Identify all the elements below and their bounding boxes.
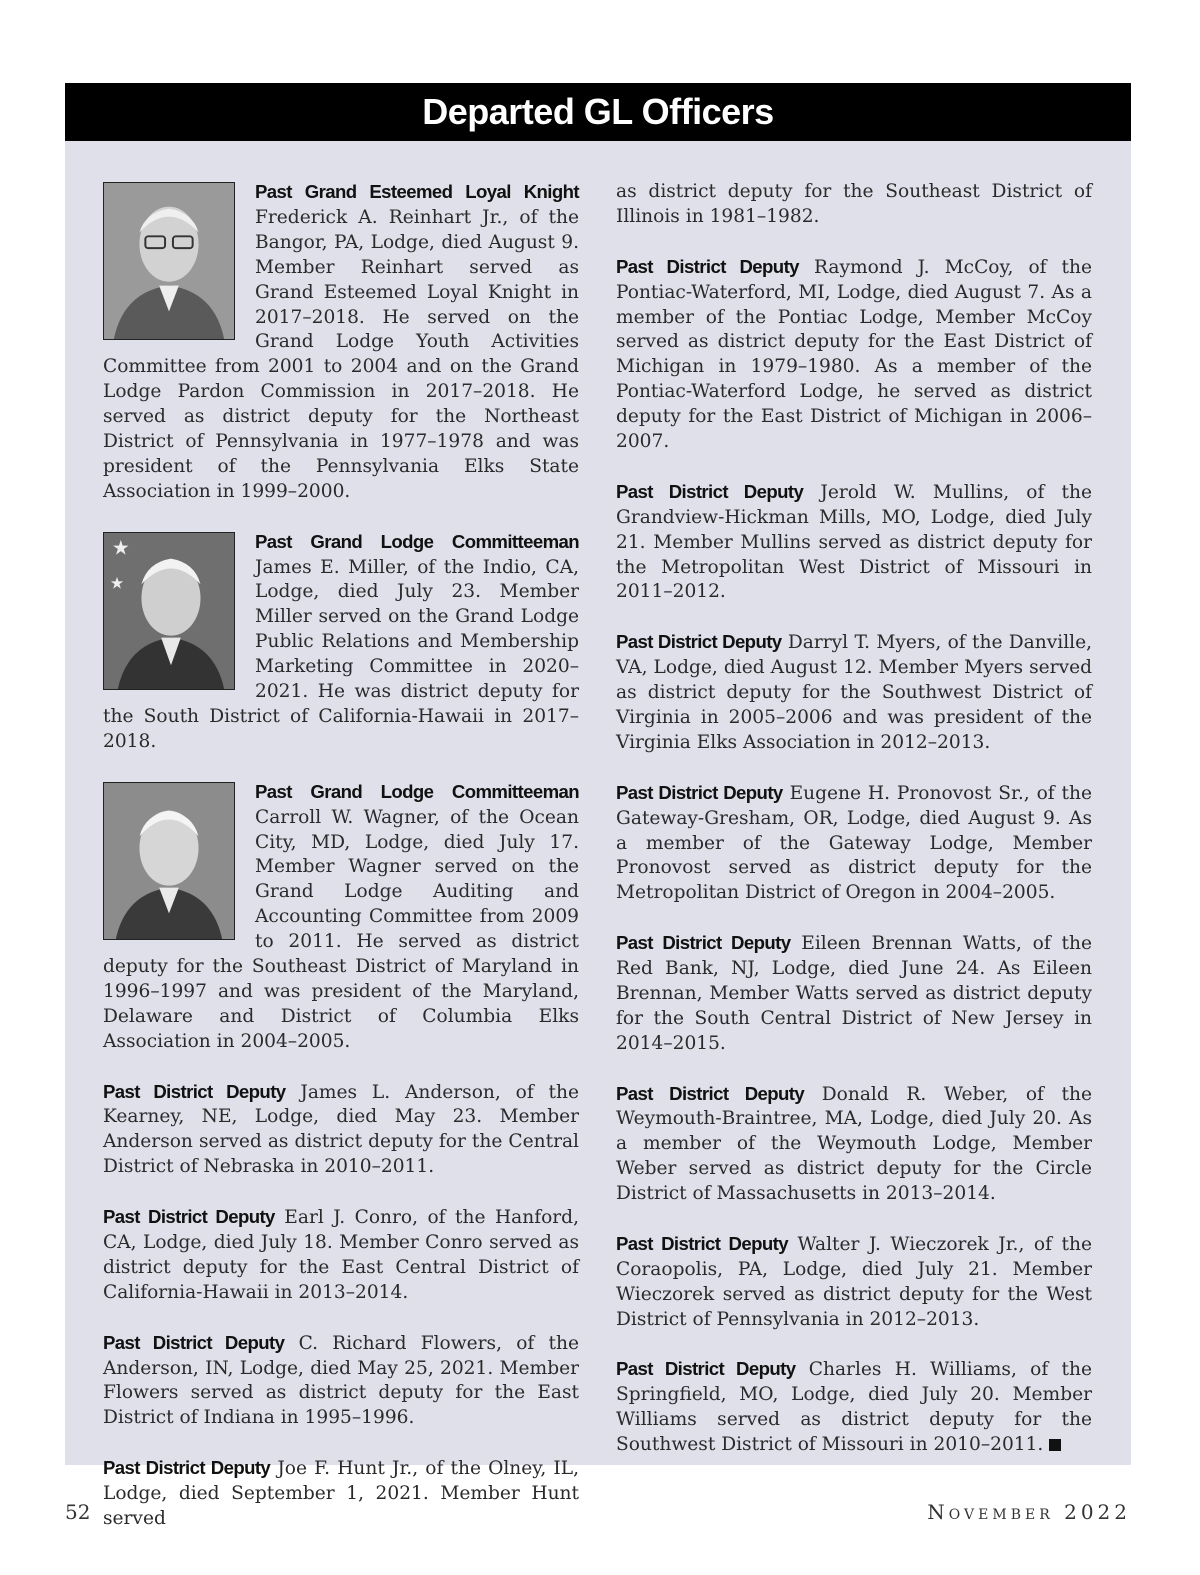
entry-title: Past District Deputy xyxy=(616,480,804,502)
entry-title: Past District Deputy xyxy=(616,932,791,954)
entry-title: Past Grand Lodge Committeeman xyxy=(255,530,579,552)
entry-title: Past Grand Esteemed Loyal Knight xyxy=(255,181,579,202)
obituary-entry xyxy=(616,630,1092,756)
entry-text: Carroll W. Wagner, of the Ocean City, MD, Lodge, died July 17. Member Wagner served on the Grand Lodge Auditing and Accounting Committee from 2009 to 2011. He served as district deputy for the Southeast District of Maryland in 1996–1997 and was president of the Maryland, Delaware and District of Columbia Elks Association in 2004–2005. xyxy=(103,806,579,1052)
entry-text: Eugene H. Pronovost Sr., of the Gateway-Gresham, OR, Lodge, died August 9. As a member of the Gateway Lodge, Member Pronovost served as district deputy for the Metropolitan District of Oregon in 2004–2005. xyxy=(616,782,1092,904)
svg-text:★: ★ xyxy=(111,536,130,560)
entry-text: Joe F. Hunt Jr., of the Olney, IL, Lodge, died September 1, 2021. Member Hunt served xyxy=(103,1458,579,1529)
obituary-entry xyxy=(103,1331,579,1432)
entry-text: James L. Anderson, of the Kearney, NE, Lodge, died May 23. Member Anderson served as district deputy for the Central District of Nebraska in 2010–2011. xyxy=(103,1081,579,1178)
obituary-entry xyxy=(103,530,579,755)
page-number: 52 xyxy=(65,1500,91,1524)
issue-date: November 2022 xyxy=(927,1500,1131,1524)
entry-text: Darryl T. Myers, of the Danville, VA, Lodge, died August 12. Member Myers served as district deputy for the Southwest District of Virginia in 2005–2006 and was president of the Virginia Elks Association in 2012–2013. xyxy=(616,632,1093,753)
obituary-entry xyxy=(103,180,579,505)
svg-text:★: ★ xyxy=(109,572,125,592)
entry-title: Past District Deputy xyxy=(616,1358,796,1380)
obituary-entry xyxy=(616,480,1092,606)
obituary-entry xyxy=(616,781,1092,907)
left-column xyxy=(103,180,579,1557)
entry-title: Past District Deputy xyxy=(103,1080,286,1102)
entry-text: James E. Miller, of the Indio, CA, Lodge, died July 23. Member Miller served on the Grand Lodge Public Relations and Membership Marketing Committee in 2020–2021. He was district deputy for the South District of California-Hawaii in 2017–2018. xyxy=(103,556,579,752)
obituary-entry xyxy=(616,931,1092,1057)
entry-title: Past District Deputy xyxy=(616,1232,788,1254)
entry-text: Donald R. Weber, of the Weymouth-Braintree, MA, Lodge, died July 20. As a member of the Weymouth Lodge, Member Weber served as district deputy for the Circle District of Massachusetts in 2013–2014. xyxy=(616,1083,1092,1205)
obituary-entry xyxy=(103,1080,579,1181)
entry-text: Raymond J. McCoy, of the Pontiac-Waterford, MI, Lodge, died August 7. As a member of the Pontiac Lodge, Member McCoy served as district deputy for the East District of Michigan in 1979–1980. As a member of the Pontiac-Waterford Lodge, he served as district deputy for the East District of Michigan in 2006–2007. xyxy=(616,256,1092,453)
entry-text: C. Richard Flowers, of the Anderson, IN, Lodge, died May 25, 2021. Member Flowers served as district deputy for the East District of Indiana in 1995–1996. xyxy=(103,1332,579,1429)
obituary-entry xyxy=(103,1205,579,1306)
entry-title: Past District Deputy xyxy=(616,631,782,653)
portrait-photo xyxy=(103,782,235,940)
entry-title: Past District Deputy xyxy=(103,1331,285,1353)
right-column xyxy=(616,180,1092,1483)
entry-text: Earl J. Conro, of the Hanford, CA, Lodge, died July 18. Member Conro served as district deputy for the East Central District of California-Hawaii in 2013–2014. xyxy=(103,1207,580,1303)
entry-title: Past District Deputy xyxy=(616,1082,805,1104)
obituary-entry xyxy=(616,1082,1092,1208)
entry-text: as district deputy for the Southeast District of Illinois in 1981–1982. xyxy=(616,181,1092,227)
portrait-photo xyxy=(103,182,235,340)
entry-title: Past Grand Lodge Committeeman xyxy=(255,780,579,802)
obituary-entry xyxy=(616,255,1092,455)
entry-text: Frederick A. Reinhart Jr., of the Bangor, PA, Lodge, died August 9. Member Reinhart served as Grand Esteemed Loyal Knight in 2017–2018. He served on the Grand Lodge Youth Activities Committee from 2001 to 2004 and on the Grand Lodge Pardon Commission in 2017–2018. He served as district deputy for the Northeast District of Pennsylvania in 1977–1978 and was president of the Pennsylvania Elks State Association in 1999–2000. xyxy=(103,206,579,502)
entry-text: Walter J. Wieczorek Jr., of the Coraopolis, PA, Lodge, died July 21. Member Wieczorek served as district deputy for the West District of Pennsylvania in 2012–2013. xyxy=(616,1233,1092,1330)
entry-title: Past District Deputy xyxy=(616,781,783,803)
portrait-photo xyxy=(103,532,235,690)
obituary-entry xyxy=(103,1456,579,1532)
entry-text: Jerold W. Mullins, of the Grandview-Hickman Mills, MO, Lodge, died July 21. Member Mullins served as district deputy for the Metropolitan West District of Missouri in 2011–2012. xyxy=(616,481,1092,603)
end-of-article-icon xyxy=(1049,1439,1061,1451)
entry-title: Past District Deputy xyxy=(103,1457,271,1479)
entry-title: Past District Deputy xyxy=(616,255,799,277)
entry-title: Past District Deputy xyxy=(103,1206,275,1228)
page-title: Departed GL Officers xyxy=(65,83,1131,141)
obituary-entry xyxy=(103,780,579,1055)
obituary-entry xyxy=(616,1232,1092,1333)
obituary-entry xyxy=(616,1357,1092,1458)
entry-text: Eileen Brennan Watts, of the Red Bank, NJ, Lodge, died June 24. As Eileen Brennan, Member Watts served as district deputy for the South Central District of New Jersey in 2014–2015. xyxy=(616,933,1092,1054)
entry-text: Charles H. Williams, of the Springfield, MO, Lodge, died July 20. Member Williams served as district deputy for the Southwest District of Missouri in 2010–2011. xyxy=(616,1359,1093,1456)
obituary-entry-continued xyxy=(616,180,1092,230)
